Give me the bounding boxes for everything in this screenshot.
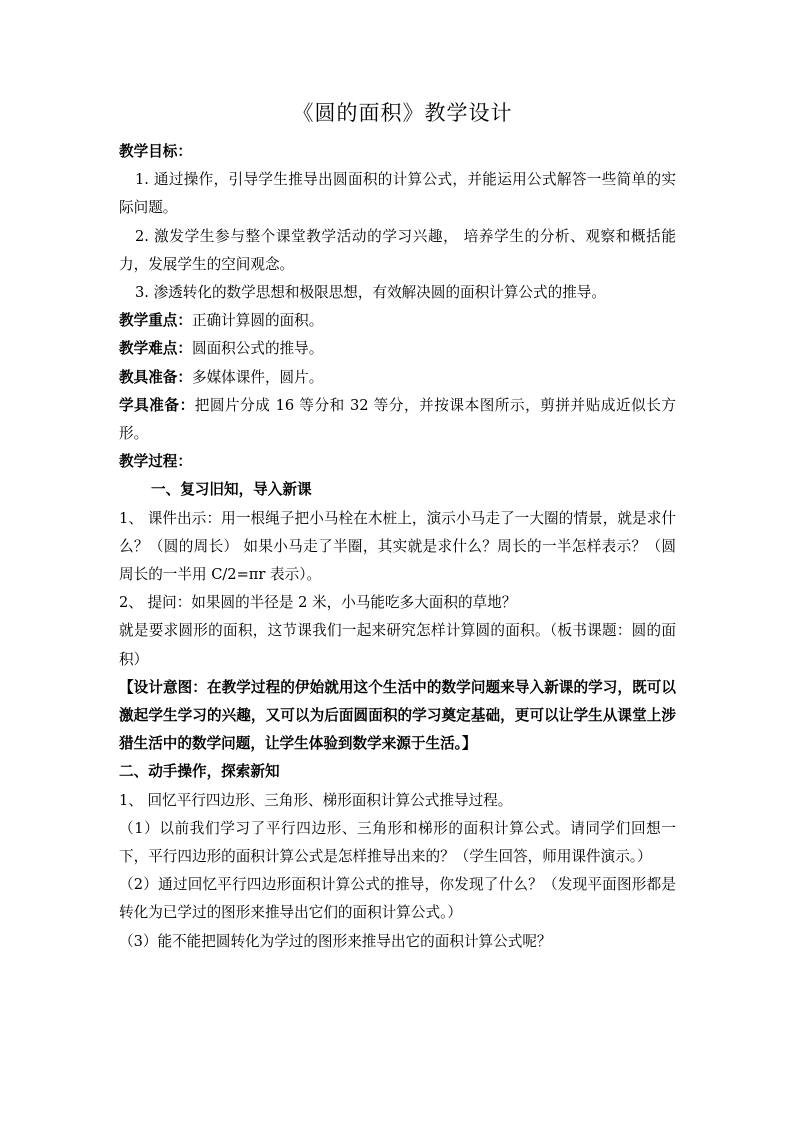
- section2-sub-1: （1）以前我们学习了平行四边形、三角形和梯形的面积计算公式。请同学们回想一下，平行四边形的面积计算公式是怎样推导出来的？（学生回答，师用课件演示。）: [119, 819, 676, 866]
- section2-sub-2: （2）通过回忆平行四边形面积计算公式的推导，你发现了什么？（发现平面图形都是转化为已学过的图形来推导出它们的面积计算公式。）: [119, 876, 676, 922]
- goal-item-2: 2. 激发学生参与整个课堂教学活动的学习兴趣， 培养学生的分析、观察和概括能力，发展学生的空间观念。: [119, 227, 676, 273]
- section2-heading: 二、动手操作，探索新知: [119, 763, 280, 781]
- section2-sub-3: （3）能不能把圆转化为学过的图形来推导出它的面积计算公式呢？: [119, 932, 552, 950]
- teacher-tools-text: 多媒体课件，圆片。: [191, 368, 324, 386]
- goal-item-3: 3. 渗透转化的数学思想和极限思想，有效解决圆的面积计算公式的推导。: [135, 284, 606, 302]
- design-intent: 【设计意图：在教学过程的伊始就用这个生活中的数学问题来导入新课的学习，既可以激起学生学习的兴趣，又可以为后面圆面积的学习奠定基础，更可以让学生从课堂上涉猎生活中的数学问题，让学生体验到数学来源于生活。】: [119, 678, 676, 753]
- key-point-text: 正确计算圆的面积。: [191, 312, 324, 330]
- section1-item-2: 2、 提问：如果圆的半径是 2 米，小马能吃多大面积的草地？: [119, 594, 517, 612]
- teacher-tools-label: 教具准备：: [119, 368, 192, 386]
- student-tools: [119, 392, 676, 448]
- section1-heading: 一、复习旧知，导入新课: [151, 481, 312, 499]
- section1-item-1: 1、 课件出示：用一根绳子把小马栓在木桩上，演示小马走了一大圈的情景，就是求什么？（圆的周长） 如果小马走了半圈，其实就是求什么？周长的一半怎样表示？（圆周长的一半用 C/2=πr 表示）。: [119, 509, 676, 584]
- section1-item-2-continued: 就是要求圆形的面积，这节课我们一起来研究怎样计算圆的面积。（板书课题：圆的面积）: [119, 622, 676, 668]
- document-title: 《圆的面积》教学设计: [292, 101, 513, 125]
- goals-heading: 教学目标：: [119, 143, 192, 160]
- student-tools-label: 学具准备：: [119, 396, 195, 414]
- process-heading: 教学过程：: [119, 453, 192, 471]
- key-point-label: 教学重点：: [119, 312, 192, 330]
- difficulty-label: 教学难点：: [119, 340, 192, 358]
- goal-item-1: 1. 通过操作，引导学生推导出圆面积的计算公式，并能运用公式解答一些简单的实际问题。: [119, 171, 676, 217]
- key-point: [119, 307, 676, 335]
- difficulty-point: [119, 335, 676, 363]
- section2-item-1: 1、 回忆平行四边形、三角形、梯形面积计算公式推导过程。: [119, 791, 513, 809]
- student-tools-text: 把圆片分成 16 等分和 32 等分，并按课本图所示，剪拼并贴成近似长方形。: [119, 396, 676, 443]
- teacher-tools: [119, 364, 676, 392]
- difficulty-text: 圆面积公式的推导。: [191, 340, 324, 358]
